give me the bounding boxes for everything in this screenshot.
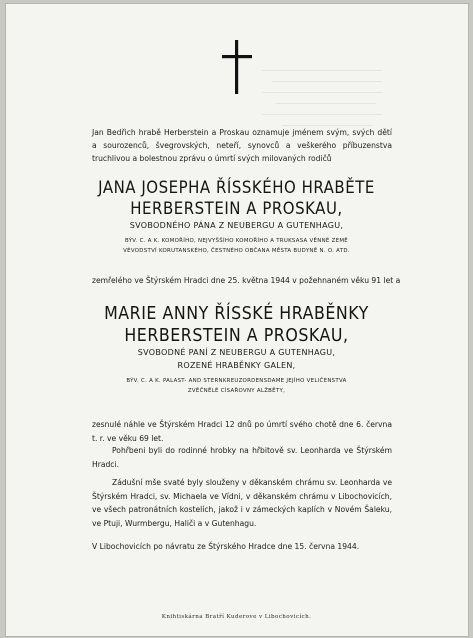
deceased-1-name-line-1: JANA JOSEPHA ŘÍSSKÉHO HRABĚTE [98,178,375,198]
burial-paragraph: Pohřbeni byli do rodinné hrobky na hřbitově sv. Leonharda ve Štýrském Hradci. [92,446,392,469]
deceased-1-name-line-2: HERBERSTEIN A PROSKAU, [130,199,343,219]
closing-line: V Libochovicích po návratu ze Štýrského Hradce dne 15. června 1944. [92,542,360,551]
deceased-2-name-line-1: MARIE ANNY ŘÍSSKÉ HRABĚNKY [104,303,369,324]
deceased-1-death-line: zemřelého ve Štýrském Hradci dne 25. května 1944 v požehnaném věku 91 let a [92,276,401,285]
masses-paragraph: Zádušní mše svaté byly slouženy v děkanském chrámu sv. Leonharda ve Štýrském Hradci, sv. Michaela ve Vídni, v děkanském chrámu v Libochovicích, ve všech patronátních kostelích, jakož i v zámeckých kaplích v Novém Šaleku, ve Ptuji, Wurmbergu, Haliči a v Gutenhagu. [92,478,392,528]
deceased-2-subtitle-1: SVOBODNÉ PANÍ Z NEUBERGU A GUTENHAGU, [137,348,336,357]
deceased-1-titles-1: BÝV. C. A K. KOMOŘÍHO, NEJVYŠŠÍHO KOMOŘÍHO A TRUKSASA VĚNNÉ ZEMĚ [125,238,348,244]
deceased-2-subtitle-2: ROZENÉ HRABĚNKY GALEN, [177,361,296,370]
latin-cross-icon [222,40,252,94]
deceased-2-death-paragraph: zesnulé náhle ve Štýrském Hradci 12 dnů po úmrtí svého chotě dne 6. června t. r. ve věku 69 let. [92,420,392,443]
printer-imprint: Knihtiskárna Bratří Kuderove v Libochovicích. [161,614,312,620]
deceased-2-titles-2: ZVĚČNĚLÉ CÍSAŘOVNY ALŽBĚTY, [187,388,286,394]
deceased-2-name-line-2: HERBERSTEIN A PROSKAU, [124,325,349,346]
deceased-2-titles-1: BÝV. C. A K. PALAST- AND STERNKREUZORDENSDAME JEJÍHO VELIČENSTVA [126,378,347,384]
deceased-1-titles-2: VÉVODSTVÍ KORUTANSKÉHO, ČESTNÉHO OBČANA MĚSTA BUDYNĚ N. O. ATD. [123,248,350,254]
deceased-1-subtitle: SVOBODNÉHO PÁNA Z NEUBERGU A GUTENHAGU, [129,221,344,230]
announcement-intro: Jan Bedřich hrabě Herberstein a Proskau oznamuje jménem svým, svých dětí a sourozenců, švegrovských, neteří, synovců a veškerého příbuzenstva truchlivou a bolestnou zprávu o úmrtí svých milovaných rodičů [92,128,392,163]
